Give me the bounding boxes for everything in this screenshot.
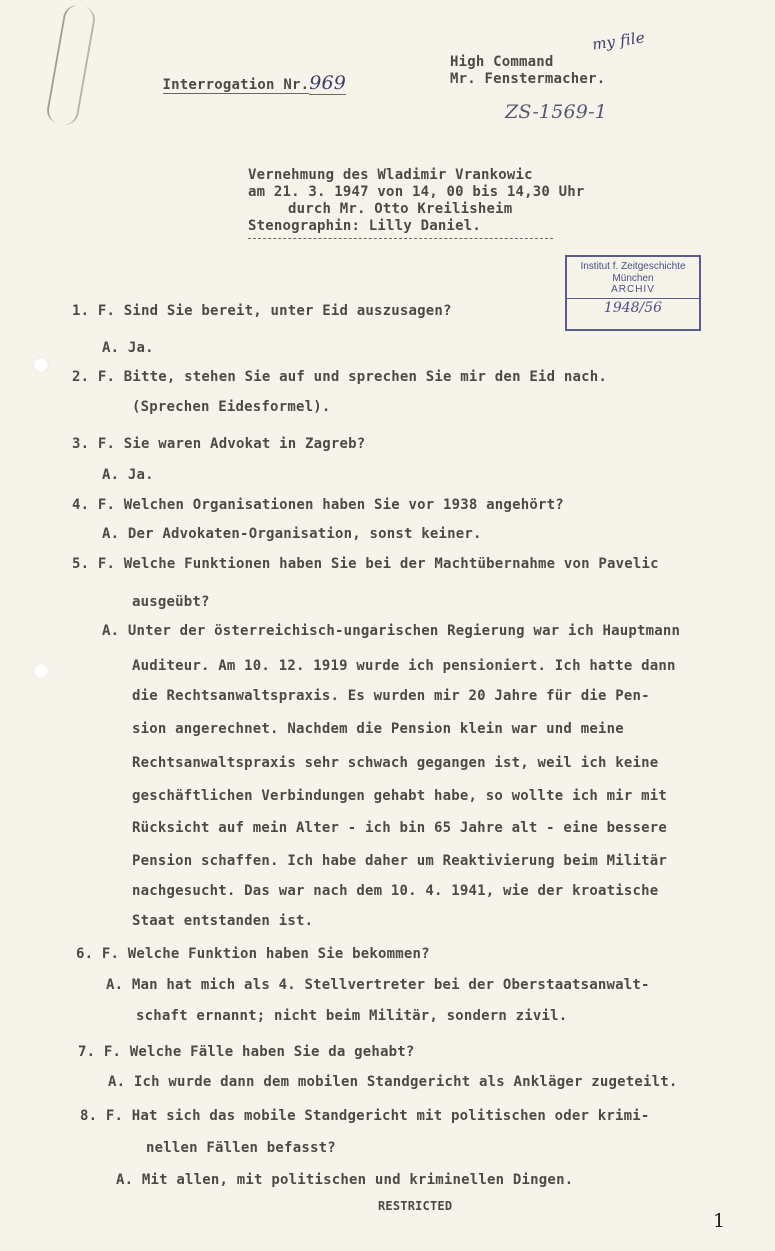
line-a5-5: Rechtsanwaltspraxis sehr schwach gegangen ist, weil ich keine: [132, 755, 659, 771]
line-a5-10: Staat entstanden ist.: [132, 913, 314, 929]
archive-stamp: [565, 255, 701, 331]
stamp-archive: ARCHIV: [611, 284, 655, 295]
intro-line-3: durch Mr. Otto Kreilisheim: [288, 201, 513, 217]
office-line-2: Mr. Fenstermacher.: [450, 71, 606, 87]
stamp-institute: Institut f. Zeitgeschichte: [580, 261, 686, 272]
line-q3: 3. F. Sie waren Advokat in Zagreb?: [72, 436, 366, 452]
line-q2-cont: (Sprechen Eidesformel).: [132, 399, 331, 415]
office-line-1: High Command: [450, 54, 554, 70]
line-q2: 2. F. Bitte, stehen Sie auf und sprechen Sie mir den Eid nach.: [72, 369, 607, 385]
line-q1: 1. F. Sind Sie bereit, unter Eid auszusagen?: [72, 303, 452, 319]
line-a5-3: die Rechtsanwaltspraxis. Es wurden mir 20 Jahre für die Pen-: [132, 688, 650, 704]
line-a7: A. Ich wurde dann dem mobilen Standgericht als Ankläger zugeteilt.: [108, 1074, 678, 1090]
stamp-number: 1948/56: [567, 298, 699, 316]
line-a6: A. Man hat mich als 4. Stellvertreter bei der Oberstaatsanwalt-: [106, 977, 650, 993]
line-a6-cont: schaft ernannt; nicht beim Militär, sondern zivil.: [136, 1008, 568, 1024]
interrogation-label: Interrogation Nr.: [162, 77, 310, 93]
line-a5-8: Pension schaffen. Ich habe daher um Reaktivierung beim Militär: [132, 853, 667, 869]
paper-clip-mark: [45, 3, 97, 127]
punch-hole-bottom: [33, 663, 49, 679]
line-a5-7: Rücksicht auf mein Alter - ich bin 65 Jahre alt - eine bessere: [132, 820, 667, 836]
line-q5: 5. F. Welche Funktionen haben Sie bei der Machtübernahme von Pavelic: [72, 556, 659, 572]
page-number: 1: [713, 1210, 726, 1232]
line-q5-cont: ausgeübt?: [132, 594, 210, 610]
line-q8: 8. F. Hat sich das mobile Standgericht mit politischen oder krimi-: [80, 1108, 650, 1124]
line-a5-6: geschäftlichen Verbindungen gehabt habe, so wollte ich mir mit: [132, 788, 667, 804]
line-a1: A. Ja.: [102, 340, 154, 356]
line-a3: A. Ja.: [102, 467, 154, 483]
line-q8-cont: nellen Fällen befasst?: [146, 1140, 336, 1156]
classification-marking: RESTRICTED: [378, 1199, 453, 1213]
line-q6: 6. F. Welche Funktion haben Sie bekommen?: [76, 946, 430, 962]
interrogation-number: 969: [309, 72, 347, 94]
line-a5-4: sion angerechnet. Nachdem die Pension klein war und meine: [132, 721, 624, 737]
intro-line-4: Stenographin: Lilly Daniel.: [248, 218, 481, 234]
stamp-city: München: [612, 273, 654, 284]
punch-hole-top: [33, 357, 49, 373]
interrogation-heading: [128, 56, 346, 110]
intro-divider: [248, 238, 553, 239]
line-a5-9: nachgesucht. Das war nach dem 10. 4. 1941, wie der kroatische: [132, 883, 659, 899]
line-a5-2: Auditeur. Am 10. 12. 1919 wurde ich pensioniert. Ich hatte dann: [132, 658, 676, 674]
line-a5-1: A. Unter der österreichisch-ungarischen Regierung war ich Hauptmann: [102, 623, 681, 639]
line-q7: 7. F. Welche Fälle haben Sie da gehabt?: [78, 1044, 415, 1060]
line-a8: A. Mit allen, mit politischen und kriminellen Dingen.: [116, 1172, 574, 1188]
intro-line-1: Vernehmung des Wladimir Vrankowic: [248, 167, 533, 183]
handwritten-note: my file: [591, 28, 646, 54]
handwritten-reference: ZS-1569-1: [505, 101, 607, 123]
line-a4: A. Der Advokaten-Organisation, sonst keiner.: [102, 526, 482, 542]
line-q4: 4. F. Welchen Organisationen haben Sie vor 1938 angehört?: [72, 497, 564, 513]
intro-line-2: am 21. 3. 1947 von 14, 00 bis 14,30 Uhr: [248, 184, 585, 200]
